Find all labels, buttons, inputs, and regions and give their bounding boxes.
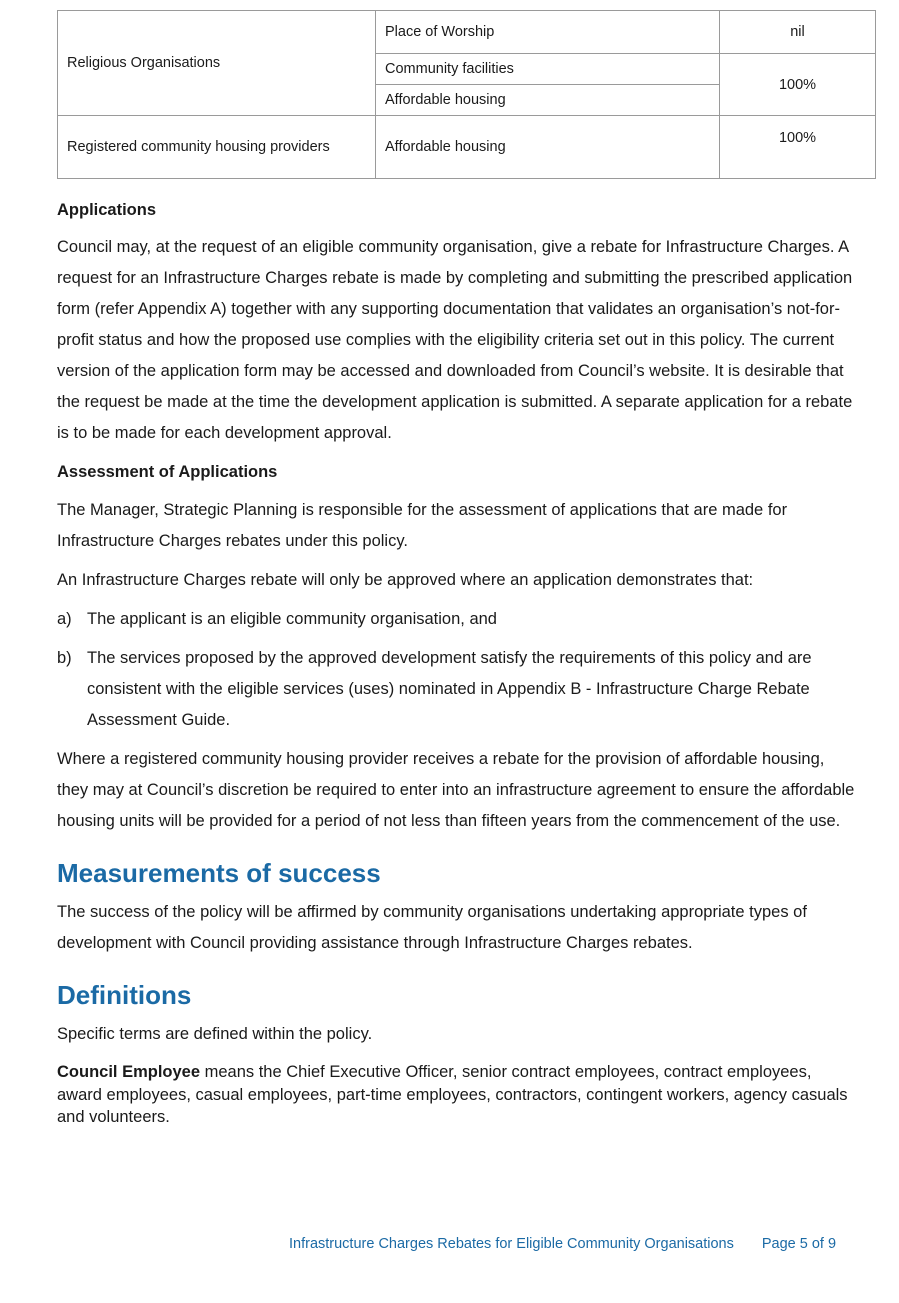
table-cell-use: Community facilities xyxy=(376,54,720,85)
page-footer xyxy=(289,1236,836,1252)
footer-page-number: Page 5 of 9 xyxy=(761,1236,837,1252)
rebate-table xyxy=(57,10,876,179)
table-cell-org: Religious Organisations xyxy=(58,11,376,116)
measurements-heading: Measurements of success xyxy=(57,858,381,888)
list-item xyxy=(57,643,857,736)
assessment-paragraph-3: Where a registered community housing provider receives a rebate for the provision of affordable housing, they may at Council’s discretion be required to enter into an infrastructure agreement to ensure the affordable housing units will be provided for a period of not less than fifteen years from the commencement of the use. xyxy=(57,750,855,830)
applications-heading: Applications xyxy=(57,201,157,219)
definition-term: Council Employee xyxy=(57,1063,201,1081)
table-cell-use: Affordable housing xyxy=(376,116,720,179)
table-row xyxy=(58,116,876,179)
table-cell-use: Place of Worship xyxy=(376,11,720,54)
applications-paragraph: Council may, at the request of an eligible community organisation, give a rebate for Infrastructure Charges. A request for an Infrastructure Charges rebate is made by completing and submitting the prescribed application form (refer Appendix A) together with any supporting documentation that validates an organisation’s not-for-profit status and how the proposed use complies with the eligibility criteria set out in this policy. The current version of the application form may be accessed and downloaded from Council’s website. It is desirable that the request be made at the time the development application is submitted. A separate application for a rebate is to be made for each development approval. xyxy=(57,238,853,442)
document-body xyxy=(57,198,857,1129)
table-cell-rebate: nil xyxy=(720,11,876,54)
table-cell-rebate: 100% xyxy=(720,116,876,179)
table-cell-org: Registered community housing providers xyxy=(58,116,376,179)
list-item xyxy=(57,604,857,635)
table-cell-use: Affordable housing xyxy=(376,85,720,116)
table-row xyxy=(58,11,876,54)
footer-title: Infrastructure Charges Rebates for Eligible Community Organisations xyxy=(289,1236,734,1252)
definition-entry xyxy=(57,1061,857,1129)
list-item-text: The services proposed by the approved development satisfy the requirements of this policy and are consistent with the eligible services (uses) nominated in Appendix B - Infrastructure Charge Rebate Assessment Guide. xyxy=(87,649,812,729)
assessment-paragraph-1: The Manager, Strategic Planning is responsible for the assessment of applications that are made for Infrastructure Charges rebates under this policy. xyxy=(57,501,788,550)
definitions-heading: Definitions xyxy=(57,980,192,1010)
measurements-paragraph: The success of the policy will be affirmed by community organisations undertaking appropriate types of development with Council providing assistance through Infrastructure Charges rebates. xyxy=(57,903,807,952)
list-marker: b) xyxy=(57,649,72,667)
criteria-list xyxy=(57,604,857,736)
assessment-heading: Assessment of Applications xyxy=(57,463,278,481)
definitions-intro: Specific terms are defined within the policy. xyxy=(57,1025,373,1043)
table-cell-rebate: 100% xyxy=(720,54,876,116)
definition-text: means the Chief Executive Officer, senior contract employees, contract employees, award employees, casual employees, part-time employees, contractors, contingent workers, agency casuals and volunteers. xyxy=(57,1063,848,1126)
list-item-text: The applicant is an eligible community organisation, and xyxy=(87,610,497,628)
assessment-paragraph-2: An Infrastructure Charges rebate will only be approved where an application demonstrates that: xyxy=(57,571,754,589)
list-marker: a) xyxy=(57,610,72,628)
